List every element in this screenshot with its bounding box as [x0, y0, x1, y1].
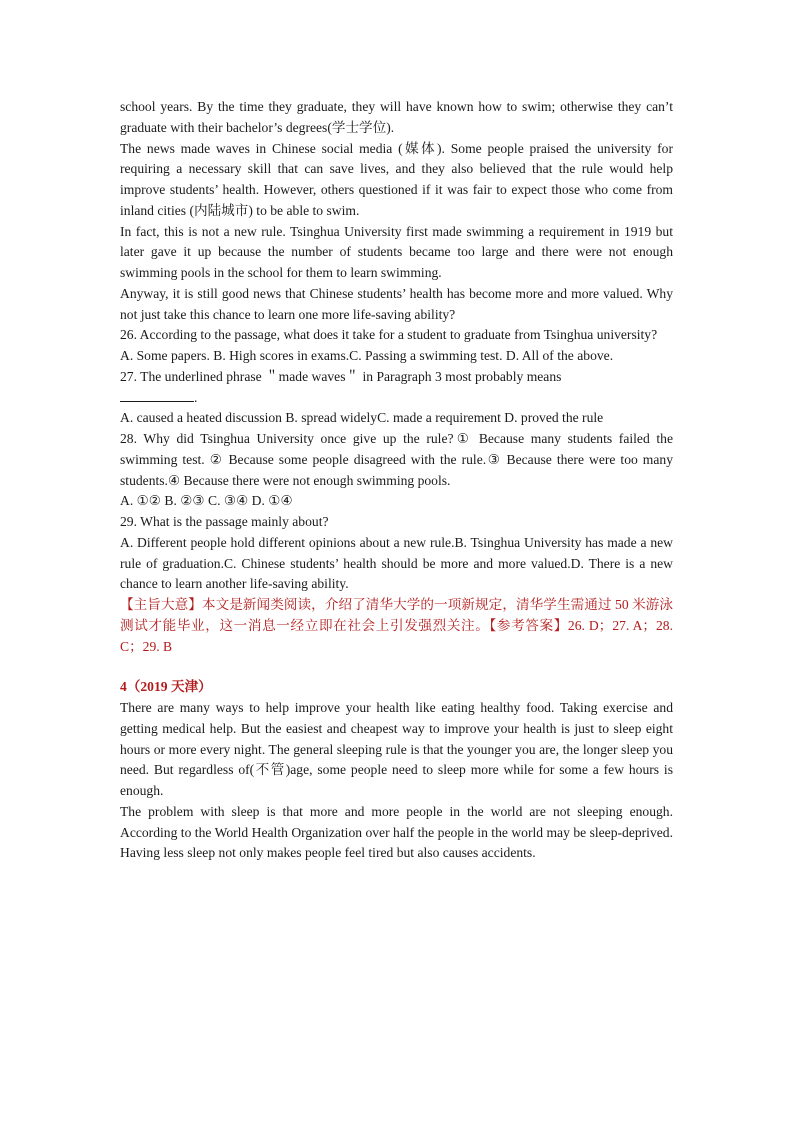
answer-block: 【主旨大意】本文是新闻类阅读，介绍了清华大学的一项新规定，清华学生需通过 50 米游泳测试才能毕业，这一消息一经立即在社会上引发强烈关注。【参考答案】26. D；27. A；28. C；29. B — [120, 597, 673, 654]
question-27-end: . — [194, 389, 198, 405]
question-28: 28. Why did Tsinghua University once give up the rule?① Because many students failed the swimming test. ② Because some people disagreed with the rule.③ Because there were too many students.④ Because there were not enough swimming pools. — [120, 431, 673, 488]
paragraph-intro-end: school years. By the time they graduate, they will have known how to swim; otherwise they can’t graduate with their bachelor’s degrees(学士学位). — [120, 99, 673, 135]
paragraph-sleep-1: There are many ways to help improve your health like eating healthy food. Taking exercise and getting medical help. But the easiest and cheapest way to improve your health is just to sleep eight hours or more every night. The general sleeping rule is that the younger you are, the longer sleep you need. But regardless of(不管)age, some people need to sleep more while for some a few hours is enough. — [120, 700, 673, 798]
question-26: 26. According to the passage, what does it take for a student to graduate from Tsinghua university? — [120, 327, 658, 343]
question-27-text: 27. The underlined phrase ＂made waves＂ in Paragraph 3 most probably means — [120, 368, 562, 384]
answer-blank — [120, 389, 194, 402]
section-title: 4（2019 天津） — [120, 679, 212, 695]
question-27 — [120, 367, 673, 409]
paragraph-history: In fact, this is not a new rule. Tsinghua University first made swimming a requirement in 1919 but later gave it up because the number of students became too large and there were not enough swimming pools in the school for them to learn swimming. — [120, 223, 673, 280]
question-28-options: A. ①② B. ②③ C. ③④ D. ①④ — [120, 493, 293, 509]
section-gap — [120, 657, 673, 677]
question-26-options: A. Some papers. B. High scores in exams.C. Passing a swimming test. D. All of the above. — [120, 348, 614, 363]
document-page — [120, 97, 673, 864]
paragraph-sleep-2: The problem with sleep is that more and more people in the world are not sleeping enough. According to the World Health Organization over half the people in the world may be sleep-deprived. Having less sleep not only makes people feel tired but also causes accidents. — [120, 803, 673, 861]
paragraph-news: The news made waves in Chinese social media (媒体). Some people praised the university for requiring a necessary skill that can save lives, and they also believed that the rule would help improve students’ health. However, others questioned if it was fair to expect those who come from inland cities (内陆城市) to be able to swim. — [120, 140, 673, 218]
question-27-options: A. caused a heated discussion B. spread widelyC. made a requirement D. proved the rule — [120, 410, 604, 426]
question-29: 29. What is the passage mainly about? — [120, 514, 329, 529]
question-29-options: A. Different people hold different opinions about a new rule.B. Tsinghua University has made a new rule of graduation.C. Chinese students’ health should be more and more valued.D. There is a new chance to learn another life-saving ability. — [120, 534, 673, 592]
paragraph-anyway: Anyway, it is still good news that Chinese students’ health has become more and more valued. Why not just take this chance to learn one more life-saving ability? — [120, 285, 673, 322]
